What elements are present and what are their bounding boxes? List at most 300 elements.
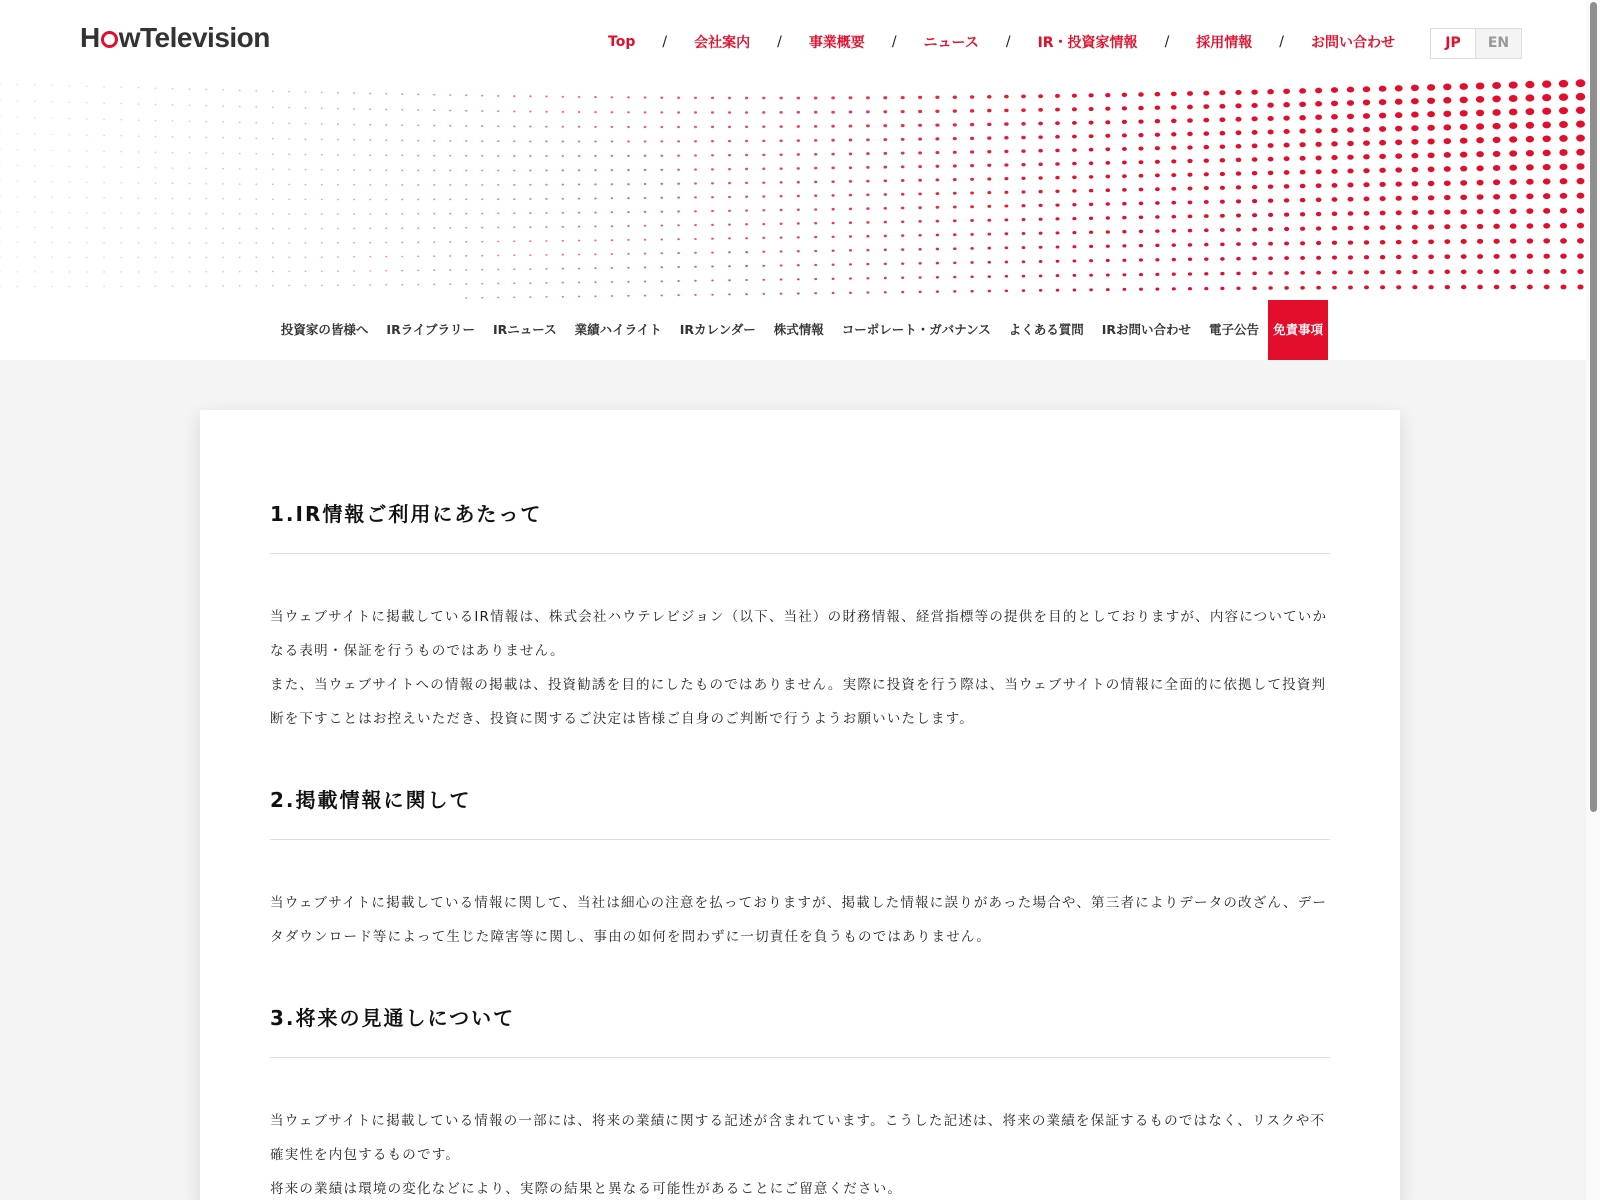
hero-dot [1188, 258, 1192, 261]
hero-dot [644, 197, 647, 199]
hero-dot [1005, 275, 1008, 278]
hero-dot [1172, 273, 1176, 276]
hero-dot [1543, 135, 1551, 142]
hero-dot [711, 196, 714, 198]
hero-dot [1038, 108, 1043, 112]
hero-dot [627, 96, 630, 98]
subnav-item-greeting[interactable]: 投資家の皆様へ [280, 322, 369, 337]
hero-dot [677, 111, 680, 113]
hero-dot [1236, 213, 1241, 217]
hero-dot [988, 290, 991, 293]
hero-dot [644, 267, 646, 269]
hero-dot [155, 198, 157, 199]
hero-dot [138, 151, 140, 152]
hero-dot [578, 198, 580, 200]
hero-dot [529, 126, 531, 128]
hero-dot [305, 184, 307, 186]
hero-dot [1316, 256, 1321, 260]
hero-dot [481, 198, 483, 200]
hero-dot [953, 151, 957, 154]
hero-dot [449, 140, 451, 142]
hero-dot [1348, 211, 1354, 216]
hero-dot [849, 96, 853, 99]
hero-dot [1396, 285, 1401, 289]
nav-news[interactable]: ニュース [923, 35, 979, 51]
hero-dot [627, 155, 630, 157]
hero-dot [660, 140, 663, 142]
hero-dot [417, 109, 419, 111]
nav-company[interactable]: 会社案内 [694, 35, 751, 51]
hero-dot [1379, 86, 1387, 92]
hero-dot [728, 223, 731, 225]
nav-top[interactable]: Top [608, 34, 636, 50]
hero-dot [953, 261, 956, 264]
hero-dot [1347, 155, 1353, 160]
hero-dot [611, 239, 613, 241]
hero-dot [222, 153, 224, 154]
hero-dot [481, 140, 483, 142]
subnav-item-ir-contact[interactable]: IRお問い合わせ [1101, 322, 1192, 337]
hero-dot [0, 100, 1, 101]
hero-dot [866, 96, 870, 99]
hero-dot [901, 165, 905, 168]
hero-dot [1412, 196, 1418, 201]
hero-dot [1542, 108, 1551, 115]
hero-dot [272, 285, 274, 286]
hero-dot [255, 90, 257, 92]
hero-dot [1004, 150, 1008, 153]
hero-dot [239, 122, 241, 123]
hero-dot [69, 227, 71, 228]
hero-dot [0, 271, 1, 272]
hero-dot [797, 278, 800, 280]
hero-dot [1428, 255, 1434, 260]
hero-dot [1316, 212, 1322, 216]
hero-dot [711, 154, 714, 156]
hero-dot [433, 199, 435, 201]
hero-dot [1300, 170, 1306, 175]
hero-dot [866, 193, 869, 196]
hero-dot [1022, 246, 1026, 249]
hero-dot [86, 150, 88, 151]
hero-dot [884, 207, 887, 210]
hero-dot [513, 296, 515, 298]
hero-dot [51, 271, 53, 272]
hero-dot [239, 137, 241, 138]
page-scrollbar[interactable] [1586, 0, 1600, 1200]
hero-dot [1460, 180, 1467, 186]
hero-dot [239, 257, 241, 258]
hero-dot [138, 271, 140, 272]
hero-dot [353, 169, 355, 171]
hero-dot [728, 251, 731, 253]
hero-dot [1203, 104, 1209, 109]
section-title: 3.将来の見通しについて [270, 1002, 1330, 1058]
hero-dot [172, 136, 174, 137]
hero-dot [155, 242, 157, 243]
hero-dot [987, 136, 991, 139]
hero-dot [69, 134, 71, 135]
hero-dot [465, 110, 467, 112]
hero-dot [728, 140, 731, 142]
hero-dot [1347, 168, 1353, 173]
hero-dot [866, 110, 870, 113]
hero-dot [936, 248, 939, 251]
hero-dot [401, 256, 403, 258]
hero-dot [205, 168, 207, 169]
hero-dot [935, 137, 939, 140]
hero-dot [497, 140, 499, 142]
hero-dot [814, 264, 817, 266]
hero-dot [239, 198, 241, 199]
hero-dot [594, 140, 597, 142]
hero-dot [1527, 238, 1534, 243]
subnav-item-ir-library[interactable]: IRライブラリー [386, 322, 475, 337]
hero-dot [1315, 101, 1322, 107]
hero-dot [1204, 186, 1209, 190]
hero-dot [1347, 141, 1354, 146]
hero-dot [660, 211, 663, 213]
hero-dot [1138, 133, 1143, 137]
hero-dot [305, 107, 307, 109]
hero-dot [1428, 181, 1435, 186]
hero-dot [970, 275, 973, 278]
hero-dot [660, 197, 663, 199]
hero-dot [970, 233, 974, 236]
hero-dot [481, 255, 483, 257]
hero-dot [1089, 175, 1094, 179]
hero-dot [1577, 223, 1584, 229]
hero-dot [694, 280, 697, 282]
hero-dot [1252, 130, 1258, 135]
hero-dot [611, 111, 614, 113]
hero-dot [1476, 83, 1485, 90]
hero-dot [1056, 289, 1060, 292]
hero-dot [1172, 287, 1176, 290]
hero-dot [155, 227, 157, 228]
hero-dot [103, 182, 105, 183]
hero-dot [988, 261, 991, 264]
hero-dot [1252, 199, 1257, 203]
hero-dot [1509, 122, 1517, 129]
hero-dot [1251, 90, 1258, 95]
hero-dot [1332, 226, 1337, 230]
hero-dot [1283, 116, 1289, 121]
hero-dot [120, 286, 122, 287]
lang-en-button[interactable]: EN [1476, 29, 1521, 58]
hero-dot [1220, 243, 1225, 247]
hero-dot [239, 228, 241, 229]
hero-dot [272, 257, 274, 258]
nav-contact[interactable]: お問い合わせ [1311, 35, 1395, 51]
hero-dot [562, 212, 564, 214]
hero-dot [611, 155, 614, 157]
hero-dot [1316, 241, 1321, 245]
hero-dot [728, 126, 731, 128]
hero-dot [305, 228, 307, 230]
hero-dot [222, 105, 224, 106]
hero-dot [1380, 240, 1386, 244]
hero-dot [433, 170, 435, 172]
hero-dot [578, 111, 581, 113]
hero-dot [1204, 200, 1209, 204]
subnav-item-ir-calendar[interactable]: IRカレンダー [679, 322, 756, 337]
hero-dot [1576, 135, 1585, 142]
hero-dot [465, 198, 467, 200]
hero-dot [205, 89, 207, 90]
hero-dot [1155, 119, 1160, 123]
hero-dot [138, 103, 140, 104]
hero-dot [627, 140, 630, 142]
hero-dot [1444, 138, 1452, 144]
hero-dot [1364, 255, 1369, 259]
hero-dot [832, 250, 835, 252]
subnav-item-disclaimer[interactable]: 免責事項 [1268, 300, 1328, 360]
hero-dot [1461, 270, 1467, 275]
subnav-item-ir-news[interactable]: IRニュース [492, 322, 557, 337]
hero-dot [970, 261, 973, 264]
hero-dot [780, 264, 783, 266]
hero-dot [1055, 176, 1059, 180]
hero-dot [1188, 243, 1192, 247]
hero-dot [1072, 176, 1076, 180]
hero-dot [1411, 125, 1418, 131]
lang-jp-button[interactable]: JP [1431, 29, 1476, 58]
hero-dot [1155, 215, 1160, 219]
hero-dot [849, 249, 852, 251]
language-switcher [1430, 28, 1522, 59]
hero-dot [1005, 289, 1008, 292]
hero-dot [884, 277, 887, 279]
hero-dot [1412, 167, 1419, 172]
subnav-item-highlights[interactable]: 業績ハイライト [574, 322, 662, 337]
hero-dot [529, 268, 531, 270]
hero-dot [1284, 242, 1289, 246]
hero-dot [1236, 228, 1241, 232]
hero-dot [611, 96, 614, 98]
hero-dot [918, 248, 921, 251]
hero-dot [1106, 216, 1110, 219]
hero-dot [417, 184, 419, 186]
site-logo[interactable]: H wTelevision [80, 22, 270, 53]
hero-dot [849, 152, 853, 155]
hero-dot [745, 111, 748, 114]
hero-dot [155, 286, 157, 287]
section-forward-looking [270, 1002, 1330, 1200]
hero-dot [1204, 287, 1208, 290]
hero-dot [594, 212, 596, 214]
hero-dot [172, 104, 174, 105]
hero-dot [1089, 189, 1093, 193]
hero-dot [1461, 239, 1467, 244]
hero-dot [69, 150, 71, 151]
hero-dot [1525, 81, 1534, 88]
hero-dot [762, 223, 765, 225]
hero-dot [369, 139, 371, 141]
hero-dot [661, 238, 664, 240]
hero-dot [1072, 107, 1077, 111]
hero-dot [1220, 131, 1226, 136]
hero-dot [337, 108, 339, 110]
hero-dot [337, 284, 339, 286]
hero-dot [337, 256, 339, 258]
subnav-item-faq[interactable]: よくある質問 [1008, 322, 1084, 337]
hero-dot [1089, 259, 1093, 262]
hero-dot [222, 183, 224, 184]
hero-dot [644, 211, 647, 213]
hero-dot [1363, 140, 1370, 145]
hero-dot [305, 91, 307, 93]
hero-dot [449, 213, 451, 215]
hero-dot [711, 182, 714, 184]
hero-dot [513, 184, 515, 186]
hero-dot [1493, 123, 1501, 130]
hero-dot [1203, 118, 1209, 123]
hero-dot [1332, 197, 1338, 202]
hero-dot [417, 213, 419, 215]
hero-dot [594, 198, 596, 200]
hero-dot [433, 140, 435, 142]
hero-dot [1412, 285, 1417, 289]
hero-dot [1004, 177, 1008, 180]
hero-dot [711, 294, 714, 296]
hero-dot [1022, 232, 1026, 235]
hero-dot [1576, 79, 1586, 87]
hero-dot [919, 291, 922, 293]
hero-dot [745, 126, 748, 129]
hero-dot [1283, 129, 1289, 134]
hero-dot [1252, 185, 1257, 189]
hero-dot [1332, 286, 1337, 290]
hero-dot [1461, 285, 1466, 289]
hero-dot [728, 210, 731, 212]
hero-dot [1380, 255, 1385, 259]
hero-dot [953, 206, 957, 209]
hero-dot [513, 254, 515, 256]
hero-dot [497, 283, 499, 285]
hero-dot [385, 93, 387, 95]
hero-dot [255, 138, 257, 140]
hero-dot [385, 109, 387, 111]
hero-dot [1105, 120, 1110, 124]
subnav-item-e-notice[interactable]: 電子公告 [1209, 322, 1260, 337]
scrollbar-thumb[interactable] [1590, 2, 1597, 812]
hero-dot [321, 199, 323, 201]
hero-dot [1220, 257, 1225, 261]
hero-dot [611, 169, 614, 171]
hero-dot [728, 237, 731, 239]
hero-dot [953, 192, 957, 195]
hero-dot [728, 154, 731, 156]
hero-dot [239, 213, 241, 214]
nav-separator: / [777, 34, 782, 50]
hero-dot [0, 165, 1, 166]
hero-dot [205, 285, 207, 286]
hero-dot [1396, 210, 1402, 215]
hero-dot [661, 225, 664, 227]
section-title: 2.掲載情報に関して [270, 784, 1330, 840]
hero-dot [918, 220, 921, 223]
hero-dot [1543, 178, 1551, 184]
hero-dot [449, 283, 451, 285]
hero-dot [34, 227, 36, 228]
hero-dot [1543, 208, 1550, 214]
hero-dot [918, 110, 922, 113]
hero-dot [866, 207, 869, 210]
hero-dot [481, 110, 483, 112]
hero-dot [417, 241, 419, 243]
nav-ir[interactable]: IR・投資家情報 [1037, 35, 1138, 51]
hero-dot [51, 197, 53, 198]
hero-dot [1235, 90, 1241, 95]
hero-dot [578, 96, 581, 98]
hero-dot [594, 225, 596, 227]
hero-dot [513, 95, 515, 97]
hero-dot [1022, 204, 1026, 207]
hero-dot [1526, 108, 1535, 115]
hero-dot [1576, 107, 1585, 114]
nav-business[interactable]: 事業概要 [808, 35, 865, 51]
hero-dot [1171, 105, 1177, 110]
hero-dot [288, 256, 290, 258]
hero-dot [1004, 136, 1008, 140]
hero-dot [0, 286, 1, 287]
hero-dot [1122, 106, 1127, 110]
hero-dot [239, 168, 241, 169]
hero-dot [369, 93, 371, 95]
hero-dot [545, 268, 547, 270]
hero-dot [401, 227, 403, 229]
subnav-item-stock-info[interactable]: 株式情報 [773, 322, 824, 337]
hero-dot [562, 254, 564, 256]
hero-dot [353, 108, 355, 110]
hero-dot [832, 264, 835, 266]
hero-dot [1252, 242, 1257, 246]
hero-dot [465, 155, 467, 157]
hero-dot [513, 240, 515, 242]
hero-dot [866, 263, 869, 265]
subnav-item-governance[interactable]: コーポレート・ガバナンス [841, 322, 991, 337]
hero-dot [1005, 232, 1009, 235]
hero-dot [353, 228, 355, 230]
hero-dot [120, 212, 122, 213]
nav-recruit[interactable]: 採用情報 [1196, 35, 1253, 51]
hero-dot [831, 96, 835, 99]
hero-dot [255, 168, 257, 170]
hero-dot [337, 270, 339, 272]
hero-dot [1428, 270, 1434, 274]
hero-dot [1510, 194, 1517, 200]
hero-dot [611, 197, 614, 199]
hero-dot [545, 169, 547, 171]
hero-dot [814, 125, 818, 128]
hero-dot [1396, 196, 1402, 201]
hero-dot [17, 133, 19, 134]
hero-dot [1493, 151, 1501, 157]
hero-dot [1236, 242, 1241, 246]
hero-dot [661, 280, 663, 282]
hero-dot [255, 183, 257, 184]
hero-dot [1444, 210, 1450, 215]
hero-dot [401, 184, 403, 186]
hero-dot [1072, 135, 1077, 139]
hero-dot [401, 140, 403, 142]
hero-dot [1526, 136, 1534, 143]
hero-dot [86, 166, 88, 167]
hero-dot [627, 169, 630, 171]
hero-dot [1380, 270, 1385, 274]
hero-dot [1251, 103, 1257, 108]
